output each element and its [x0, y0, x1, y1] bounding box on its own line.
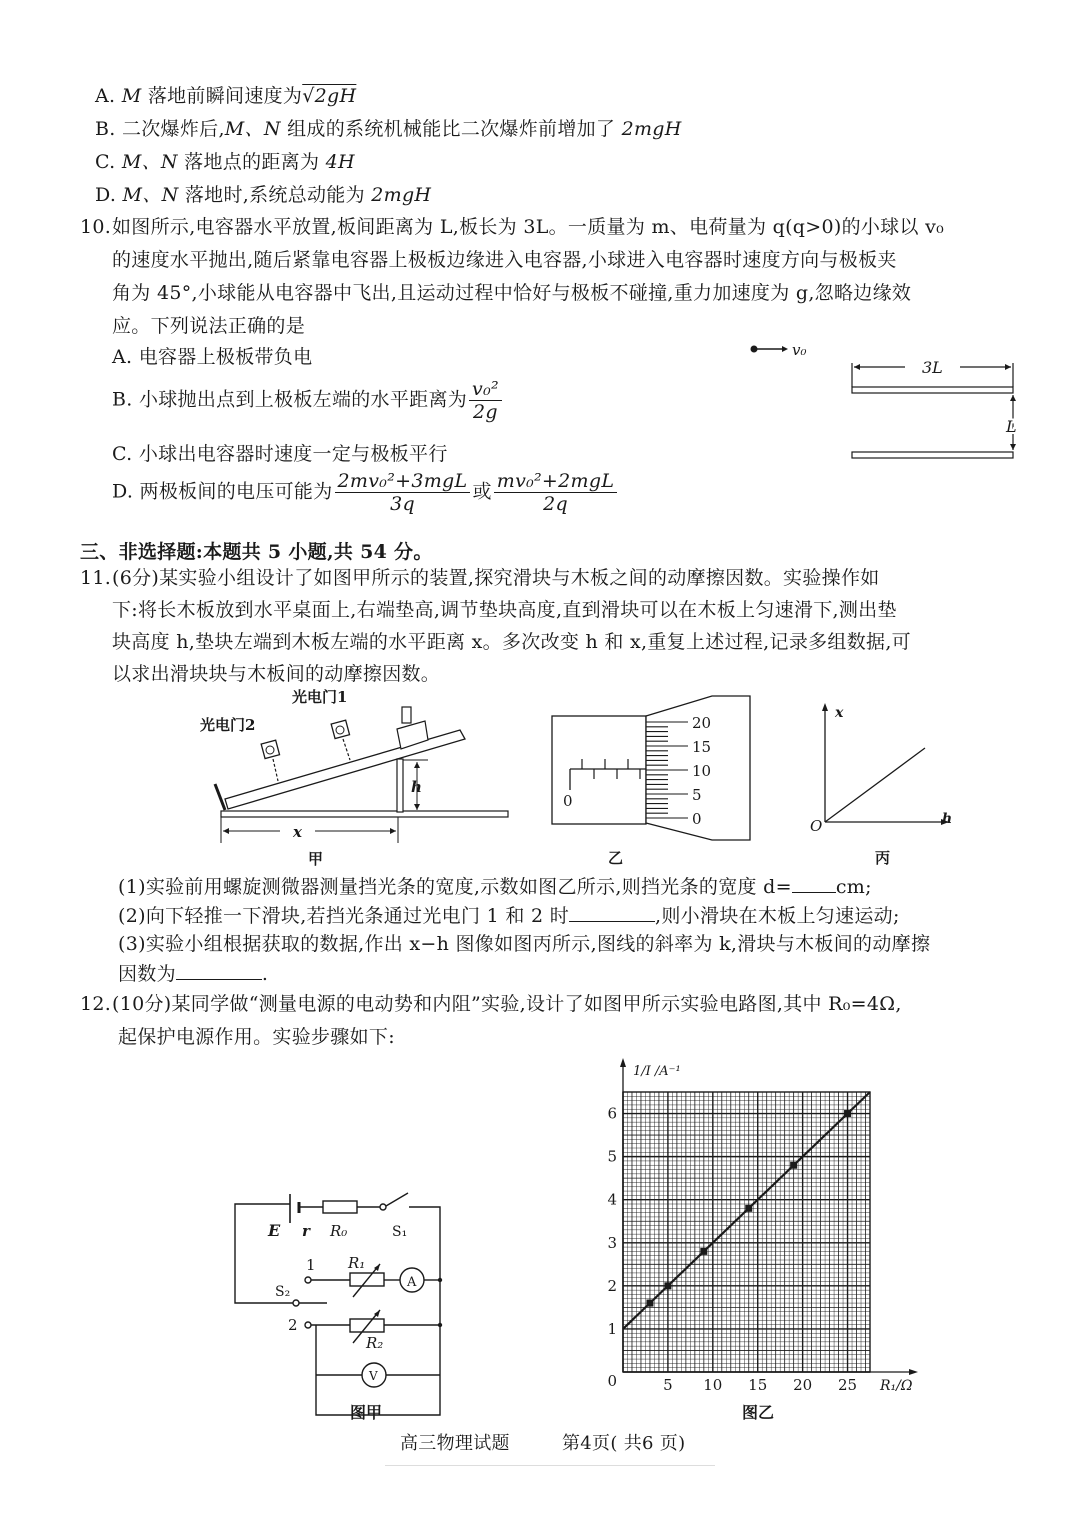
- numerator: mv₀²+2mgL: [494, 470, 618, 493]
- circuit-caption: 图甲: [350, 1403, 383, 1422]
- micrometer-figure: [540, 690, 770, 870]
- option-math: M、N: [224, 118, 281, 140]
- resistance-current-chart: [595, 1050, 955, 1400]
- gate2-label: 光电门2: [200, 716, 256, 734]
- capacitor-figure: [740, 335, 1040, 475]
- ammeter-label: A: [407, 1275, 417, 1290]
- data-point: [700, 1248, 707, 1255]
- option-math: 2mgH: [621, 118, 682, 140]
- numerator: v₀²: [469, 378, 502, 401]
- option-math: M、N: [122, 184, 179, 206]
- q11-stem-line: 以求出滑块块与木板间的动摩擦因数。: [112, 663, 441, 685]
- fraction: [469, 378, 502, 423]
- section3-header: 三、非选择题:本题共 5 小题,共 54 分。: [80, 541, 433, 563]
- option-text: 落地时,系统总动能为: [178, 184, 372, 206]
- q10-option-d: [112, 470, 619, 515]
- option-text: B. 小球抛出点到上极板左端的水平距离为: [112, 388, 468, 411]
- footer-divider: [385, 1465, 715, 1466]
- q10-stem-line: 的速度水平抛出,随后紧靠电容器上极板边缘进入电容器,小球进入电容器时速度方向与极板夹: [112, 249, 897, 271]
- y-tick-label: 4: [607, 1190, 617, 1209]
- x-tick-label: 5: [663, 1376, 673, 1394]
- photogate-1-icon: [331, 720, 349, 738]
- x-tick-label: 10: [703, 1376, 723, 1394]
- x-h-graph: [800, 695, 970, 870]
- answer-blank[interactable]: [569, 903, 655, 922]
- fraction: [494, 470, 618, 515]
- figure-caption: 甲: [308, 850, 324, 868]
- sub-text: (2)向下轻推一下滑块,若挡光条通过光电门 1 和 2 时: [118, 905, 569, 927]
- option-letter: A.: [95, 85, 116, 107]
- s2-label: S₂: [275, 1284, 291, 1300]
- sub-text: 因数为: [118, 963, 176, 985]
- h-label: h: [411, 778, 422, 796]
- main-scale-zero: 0: [563, 792, 573, 810]
- thimble-label: 0: [692, 810, 702, 828]
- option-letter: D.: [95, 184, 117, 206]
- sub-text: ,则小滑块在木板上匀速运动;: [655, 905, 900, 927]
- q10-number: 10.: [80, 216, 112, 238]
- support-block: [397, 759, 403, 812]
- x-h-line: [825, 748, 925, 822]
- inclined-board: [225, 730, 465, 809]
- table-surface: [221, 811, 508, 817]
- y-axis-arrow-icon: [620, 1058, 626, 1067]
- gate1-label: 光电门1: [292, 688, 348, 706]
- q9-option-a: [95, 84, 356, 108]
- origin-label: O: [810, 817, 823, 835]
- q10-option-b: [112, 378, 504, 423]
- chart-grid: [623, 1092, 870, 1372]
- gap-label: L: [1006, 417, 1017, 436]
- data-point: [646, 1300, 653, 1307]
- footer-subject: 高三物理试题: [400, 1433, 510, 1454]
- y-axis-label: x: [835, 705, 844, 721]
- option-text: 二次爆炸后,: [115, 118, 225, 140]
- option-math: √2gH: [302, 85, 357, 107]
- sub-text: cm;: [835, 876, 872, 898]
- lower-plate: [852, 452, 1013, 458]
- arrow-head-icon: [782, 346, 788, 352]
- q12-stem-line: 起保护电源作用。实验步骤如下:: [118, 1026, 395, 1048]
- x-tick-label: 25: [837, 1376, 858, 1394]
- denominator: 2q: [543, 493, 568, 515]
- data-point: [790, 1162, 797, 1169]
- denominator: 3q: [390, 493, 415, 515]
- option-math: 2mgH: [371, 184, 432, 206]
- y-tick-label: 2: [607, 1276, 617, 1295]
- option-letter: B.: [95, 118, 116, 140]
- q11-stem-line: 块高度 h,垫块左端到木板左端的水平距离 x。多次改变 h 和 x,重复上述过程,记录多组数据,可: [112, 631, 911, 653]
- figure-caption: 乙: [608, 849, 624, 867]
- q9-option-b: [95, 117, 682, 141]
- option-text: 组成的系统机械能比二次爆炸前增加了: [280, 118, 622, 140]
- length-label: 3L: [922, 358, 943, 377]
- upper-plate: [852, 387, 1013, 393]
- photogate-2-icon: [261, 740, 279, 758]
- chart-caption: 图乙: [742, 1403, 775, 1422]
- denominator: 2g: [473, 401, 498, 423]
- q10-stem-line: 角为 45°,小球能从电容器中飞出,且运动过程中恰好与极板不碰撞,重力加速度为 g,忽略边缘效: [112, 282, 912, 304]
- voltmeter-label: V: [369, 1369, 378, 1383]
- x-tick-label: 20: [793, 1376, 813, 1394]
- y-tick-label: 0: [607, 1372, 617, 1390]
- q10-stem-line: 如图所示,电容器水平放置,板间距离为 L,板长为 3L。一质量为 m、电荷量为 q(q>0)的小球以 v₀: [112, 216, 945, 238]
- thimble-label: 5: [692, 786, 702, 804]
- q12-stem-line: (10分)某同学做“测量电源的电动势和内阻”实验,设计了如图甲所示实验电路图,其中 R₀=4Ω,: [112, 993, 902, 1015]
- s1-switch: [386, 1193, 408, 1206]
- switch-pos-1: 1: [306, 1256, 316, 1274]
- sub-text: .: [261, 963, 269, 985]
- x-axis-label: h: [942, 811, 953, 827]
- data-point: [745, 1205, 752, 1212]
- q11-stem-line: 下:将长木板放到水平桌面上,右端垫高,调节垫块高度,直到滑块可以在木板上匀速滑下,测出垫: [112, 599, 897, 621]
- v0-label: v₀: [792, 341, 807, 359]
- r-label: r: [302, 1222, 310, 1240]
- y-tick-label: 1: [607, 1319, 617, 1338]
- q11-number: 11.: [80, 567, 112, 589]
- option-text: 落地点的距离为: [177, 151, 326, 173]
- q10-option-a: A. 电容器上极板带负电: [112, 346, 313, 368]
- numerator: 2mv₀²+3mgL: [335, 470, 471, 493]
- x-tick-label: 15: [748, 1376, 768, 1394]
- answer-blank[interactable]: [792, 874, 836, 893]
- y-tick-label: 6: [607, 1104, 617, 1123]
- footer-page: 第4页( 共6 页): [562, 1433, 686, 1454]
- thimble-label: 10: [692, 762, 712, 780]
- x-label: x: [293, 823, 302, 841]
- data-point: [844, 1110, 851, 1117]
- x-axis-arrow-icon: [909, 1369, 918, 1375]
- r2-label: R₂: [366, 1334, 384, 1352]
- q10-option-c: C. 小球出电容器时速度一定与极板平行: [112, 443, 448, 465]
- s1-label: S₁: [392, 1224, 408, 1240]
- q11-sub-1: [118, 874, 872, 899]
- q11-sub-3-cont: [118, 961, 268, 986]
- answer-blank[interactable]: [176, 961, 262, 980]
- sub-text: (1)实验前用螺旋测微器测量挡光条的宽度,示数如图乙所示,则挡光条的宽度 d=: [118, 876, 792, 898]
- y-axis-label: 1/I /A⁻¹: [633, 1064, 681, 1079]
- q9-option-d: [95, 183, 431, 207]
- or-text: 或: [472, 480, 492, 503]
- option-math: M、N: [121, 151, 178, 173]
- r1-label: R₁: [348, 1254, 366, 1272]
- option-math: 4H: [325, 151, 355, 173]
- option-letter: C.: [95, 151, 116, 173]
- q11-sub-2: [118, 903, 900, 928]
- r0-label: R₀: [330, 1222, 348, 1240]
- y-tick-label: 5: [607, 1147, 617, 1166]
- q11-sub-3: (3)实验小组根据获取的数据,作出 x−h 图像如图丙所示,图线的斜率为 k,滑块与木板间的动摩擦: [118, 933, 931, 955]
- q10-stem-line: 应。下列说法正确的是: [112, 315, 306, 337]
- x-axis-label: R₁/Ω: [880, 1378, 913, 1394]
- circuit-diagram: [220, 1180, 460, 1425]
- data-point: [664, 1282, 671, 1289]
- emf-label: E: [268, 1221, 281, 1240]
- r0-resistor: [323, 1201, 357, 1213]
- q12-number: 12.: [80, 993, 112, 1015]
- switch-pos-2: 2: [288, 1316, 298, 1334]
- thimble-label: 15: [692, 738, 712, 756]
- figure-caption: 丙: [875, 849, 891, 867]
- option-text: D. 两极板间的电压可能为: [112, 480, 333, 503]
- var-m: M: [121, 85, 142, 107]
- q11-stem-line: (6分)某实验小组设计了如图甲所示的装置,探究滑块与木板之间的动摩擦因数。实验操作如: [112, 567, 880, 589]
- incline-apparatus-figure: [190, 680, 530, 870]
- thimble-label: 20: [692, 714, 712, 732]
- fraction: [335, 470, 471, 515]
- option-text: 落地前瞬间速度为: [141, 85, 303, 107]
- q9-option-c: [95, 150, 355, 174]
- y-tick-label: 3: [607, 1233, 617, 1252]
